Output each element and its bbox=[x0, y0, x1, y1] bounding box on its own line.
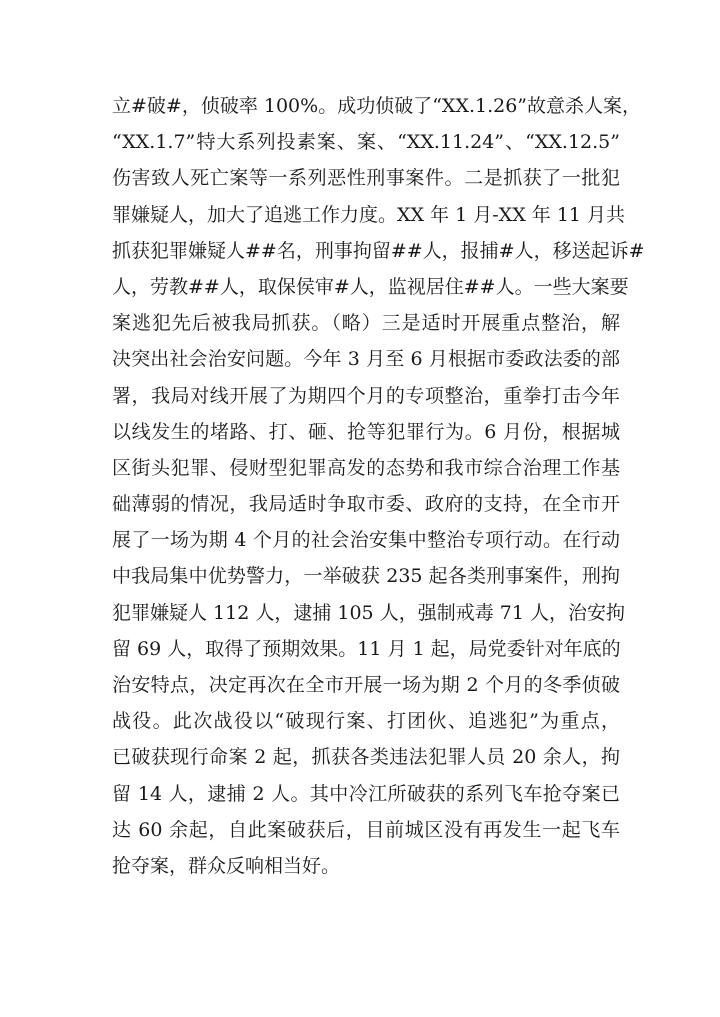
text-line: 署，我局对线开展了为期四个月的专项整治，重拳打击今年 bbox=[112, 384, 620, 407]
text-line: 伤害致人死亡案等一系列恶性刑事案件。二是抓获了一批犯 bbox=[112, 167, 620, 190]
text-line: 抓获犯罪嫌疑人##名，刑事拘留##人，报捕#人，移送起诉# bbox=[112, 239, 645, 262]
body-paragraph bbox=[112, 88, 645, 884]
text-line: 人，劳教##人，取保侯审#人，监视居住##人。一些大案要 bbox=[112, 275, 629, 298]
text-line-last: 抢夺案，群众反响相当好。 bbox=[112, 854, 341, 877]
text-line: 立#破#，侦破率 100%。成功侦破了“XX.1.26”故意杀人案， bbox=[112, 95, 642, 117]
text-line: “XX.1.7”特大系列投素案、案、“XX.11.24”、“XX.12.5” bbox=[112, 131, 620, 154]
text-line: 础薄弱的情况，我局适时争取市委、政府的支持，在全市开 bbox=[112, 493, 620, 516]
text-line: 决突出社会治安问题。今年 3 月至 6 月根据市委政法委的部 bbox=[112, 348, 620, 371]
text-line: 治安特点，决定再次在全市开展一场为期 2 个月的冬季侦破 bbox=[112, 674, 620, 696]
text-line: 以线发生的堵路、打、砸、抢等犯罪行为。6 月份，根据城 bbox=[112, 420, 620, 443]
text-line: 案逃犯先后被我局抓获。（略）三是适时开展重点整治，解 bbox=[112, 312, 620, 335]
text-line: 已破获现行命案 2 起，抓获各类违法犯罪人员 20 余人，拘 bbox=[112, 746, 620, 769]
text-line: 中我局集中优势警力，一举破获 235 起各类刑事案件，刑拘 bbox=[112, 565, 620, 588]
text-line: 留 69 人，取得了预期效果。11 月 1 起，局党委针对年底的 bbox=[112, 637, 621, 660]
text-line: 区街头犯罪、侵财型犯罪高发的态势和我市综合治理工作基 bbox=[112, 456, 620, 479]
text-line: 犯罪嫌疑人 112 人，逮捕 105 人，强制戒毒 71 人，治安拘 bbox=[112, 601, 625, 624]
text-line: 留 14 人，逮捕 2 人。其中冷江所破获的系列飞车抢夺案已 bbox=[112, 782, 620, 805]
text-line: 达 60 余起，自此案破获后，目前城区没有再发生一起飞车 bbox=[112, 818, 620, 841]
text-line: 展了一场为期 4 个月的社会治安集中整治专项行动。在行动 bbox=[112, 529, 620, 552]
text-line: 战役。此次战役以“破现行案、打团伙、追逃犯”为重点， bbox=[112, 710, 620, 733]
text-line: 罪嫌疑人，加大了追逃工作力度。XX 年 1 月-XX 年 11 月共 bbox=[112, 203, 626, 226]
